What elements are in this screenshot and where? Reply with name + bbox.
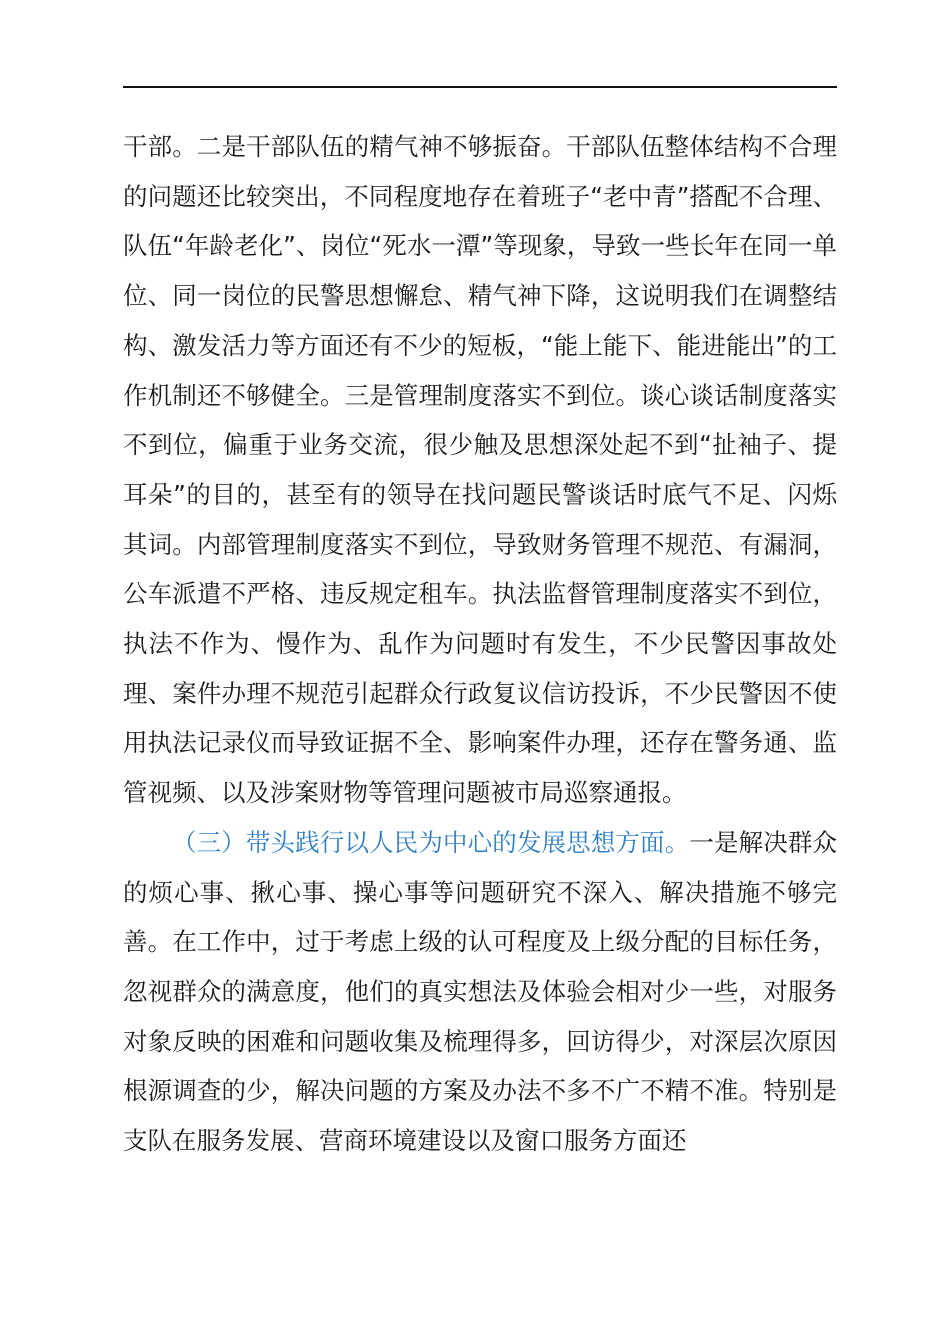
section-body: 一是解决群众的烦心事、揪心事、操心事等问题研究不深入、解决措施不够完善。在工作中，过于考虑上级的认可程度及上级分配的目标任务，忽视群众的满意度，他们的真实想法及体验会相对少一些，对服务对象反映的困难和问题收集及梳理得多，回访得少，对深层次原因根源调查的少，解决问题的方案及办法不多不广不精不准。特别是支队在服务发展、营商环境建设以及窗口服务方面还 bbox=[123, 827, 838, 1156]
section-paragraph bbox=[123, 818, 837, 1166]
body-paragraph: 干部。二是干部队伍的精气神不够振奋。干部队伍整体结构不合理的问题还比较突出，不同程度地存在着班子“老中青”搭配不合理、队伍“年龄老化”、岗位“死水一潭”等现象，导致一些长年在同一单位、同一岗位的民警思想懈怠、精气神下降，这说明我们在调整结构、激发活力等方面还有不少的短板，“能上能下、能进能出”的工作机制还不够健全。三是管理制度落实不到位。谈心谈话制度落实不到位，偏重于业务交流，很少触及思想深处起不到“扯袖子、提耳朵”的目的，甚至有的领导在找问题民警谈话时底气不足、闪烁其词。内部管理制度落实不到位，导致财务管理不规范、有漏洞，公车派遣不严格、违反规定租车。执法监督管理制度落实不到位，执法不作为、慢作为、乱作为问题时有发生，不少民警因事故处理、案件办理不规范引起群众行政复议信访投诉，不少民警因不使用执法记录仪而导致证据不全、影响案件办理，还存在警务通、监管视频、以及涉案财物等管理问题被市局巡察通报。 bbox=[123, 132, 837, 808]
document-body bbox=[123, 122, 837, 1166]
section-heading: （三）带头践行以人民为中心的发展思想方面。 bbox=[172, 827, 690, 857]
header-rule bbox=[123, 86, 837, 88]
